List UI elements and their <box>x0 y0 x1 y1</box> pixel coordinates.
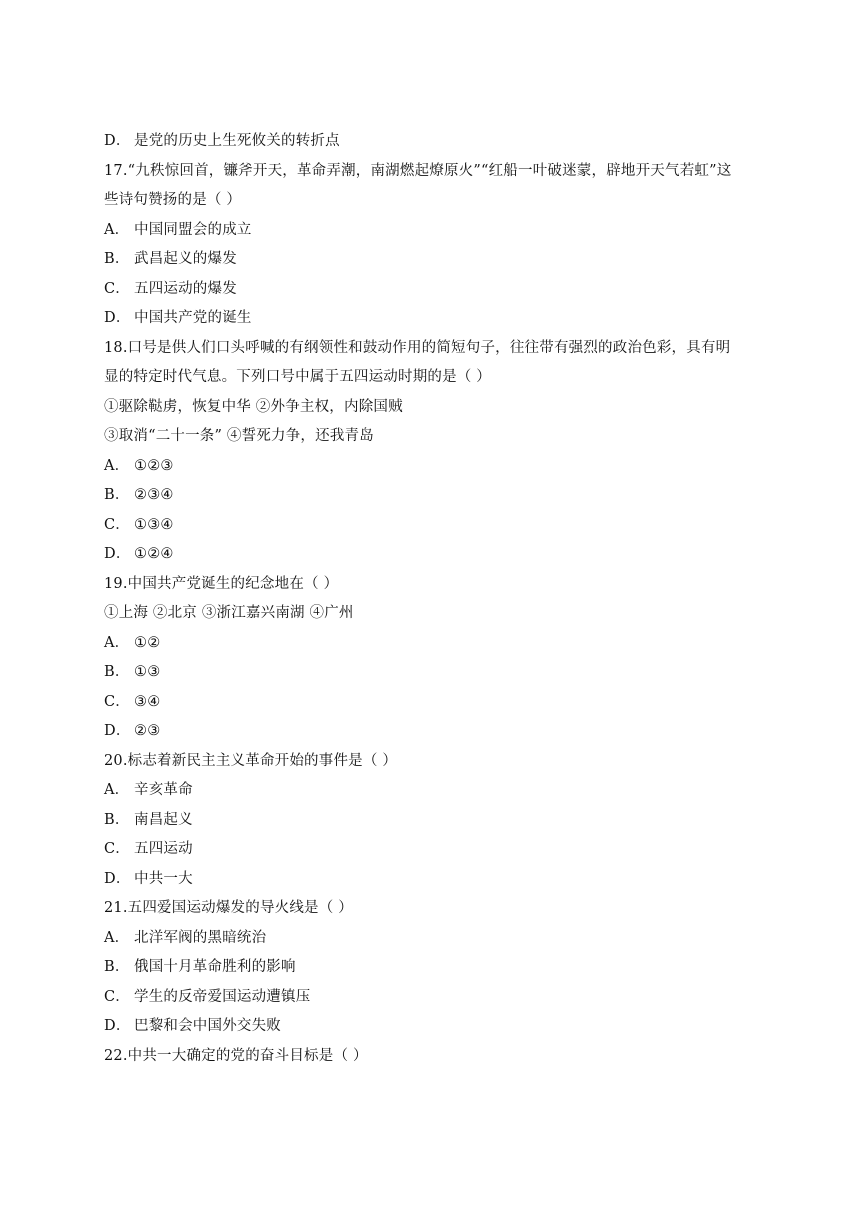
q18-option-a <box>104 452 764 482</box>
option-letter: B． <box>104 811 130 828</box>
option-letter: C． <box>104 693 130 710</box>
q18-stem-line-1: 18.口号是供人们口头呼喊的有纲领性和鼓动作用的简短句子，往往带有强烈的政治色彩，具有明 <box>104 339 731 356</box>
q20-option-a <box>104 776 764 806</box>
option-letter: A． <box>104 221 130 238</box>
q21-option-d <box>104 1012 764 1042</box>
q19-option-d <box>104 717 764 747</box>
option-letter: D． <box>104 723 131 739</box>
q20-option-d <box>104 865 764 895</box>
option-letter: A． <box>104 782 130 798</box>
option-letter: A． <box>104 929 130 946</box>
option-text: 五四运动的爆发 <box>134 280 237 297</box>
q22-stem-line-1: 22.中共一大确定的党的奋斗目标是（ ） <box>104 1047 368 1064</box>
option-text: 是党的历史上生死攸关的转折点 <box>134 133 340 149</box>
option-text: ①②④ <box>134 546 174 562</box>
option-letter: C． <box>104 841 130 857</box>
option-text: ①③ <box>134 664 161 680</box>
option-text: 中共一大 <box>134 870 193 887</box>
q17-option-c <box>104 275 764 305</box>
q21-option-b <box>104 953 764 983</box>
option-letter: D． <box>104 546 131 562</box>
option-text: 中国共产党的诞生 <box>134 310 252 326</box>
option-text: 武昌起义的爆发 <box>134 251 237 267</box>
option-letter: C． <box>104 516 130 533</box>
option-text: 中国同盟会的成立 <box>134 221 252 238</box>
q18-items-line-2: ③取消“二十一条” ④誓死力争，还我青岛 <box>104 428 374 444</box>
q17-option-a <box>104 216 764 246</box>
q18-option-c <box>104 511 764 541</box>
q20-stem-line-1: 20.标志着新民主主义革命开始的事件是（ ） <box>104 752 398 769</box>
option-text: 学生的反帝爱国运动遭镇压 <box>134 988 311 1005</box>
option-letter: D． <box>104 1018 131 1034</box>
option-letter: A． <box>104 457 130 474</box>
document-page <box>104 127 764 1071</box>
q17-stem-line-1: 17.“九秩惊回首，镰斧开天，革命弄潮，南湖燃起燎原火”“红船一叶破迷蒙，辟地开天气若虹”这 <box>104 162 732 179</box>
q19-option-b <box>104 658 764 688</box>
option-text: 南昌起义 <box>134 811 193 828</box>
option-text: 五四运动 <box>134 841 193 857</box>
option-letter: A． <box>104 634 130 651</box>
option-letter: B． <box>104 664 130 680</box>
q20-option-b <box>104 806 764 836</box>
option-text: 北洋军阀的黑暗统治 <box>134 929 267 946</box>
q18-option-d <box>104 540 764 570</box>
option-letter: C． <box>104 988 130 1005</box>
q17-option-d <box>104 304 764 334</box>
option-letter: D． <box>104 310 131 326</box>
option-text: 辛亥革命 <box>134 782 193 798</box>
option-letter: B． <box>104 959 130 975</box>
q19-option-c <box>104 688 764 718</box>
option-text: 巴黎和会中国外交失败 <box>134 1018 281 1034</box>
q21-option-c <box>104 983 764 1013</box>
q18-option-b <box>104 481 764 511</box>
q21-option-a <box>104 924 764 954</box>
option-letter: D． <box>104 133 131 149</box>
q18-items-line-1: ①驱除鞑虏，恢复中华 ②外争主权，内除国贼 <box>104 398 403 415</box>
option-letter: B． <box>104 487 130 503</box>
q19-option-a <box>104 629 764 659</box>
q18-stem-line-2: 显的特定时代气息。下列口号中属于五四运动时期的是（ ） <box>104 369 492 385</box>
option-text: ②③④ <box>134 487 174 503</box>
option-text: ①②③ <box>134 457 174 474</box>
option-text: ①② <box>134 634 161 651</box>
option-letter: B． <box>104 251 130 267</box>
option-letter: D． <box>104 870 131 887</box>
option-text: ③④ <box>134 693 161 710</box>
q19-items-line-1: ①上海 ②北京 ③浙江嘉兴南湖 ④广州 <box>104 605 354 621</box>
q17-stem-line-2: 些诗句赞扬的是（ ） <box>104 192 242 208</box>
option-letter: C． <box>104 280 130 297</box>
q17-option-b <box>104 245 764 275</box>
option-text: ②③ <box>134 723 161 739</box>
prev-option-d <box>104 127 764 157</box>
option-text: 俄国十月革命胜利的影响 <box>134 959 296 975</box>
q20-option-c <box>104 835 764 865</box>
q21-stem-line-1: 21.五四爱国运动爆发的导火线是（ ） <box>104 900 353 916</box>
option-text: ①③④ <box>134 516 174 533</box>
q19-stem-line-1: 19.中国共产党诞生的纪念地在（ ） <box>104 575 339 592</box>
